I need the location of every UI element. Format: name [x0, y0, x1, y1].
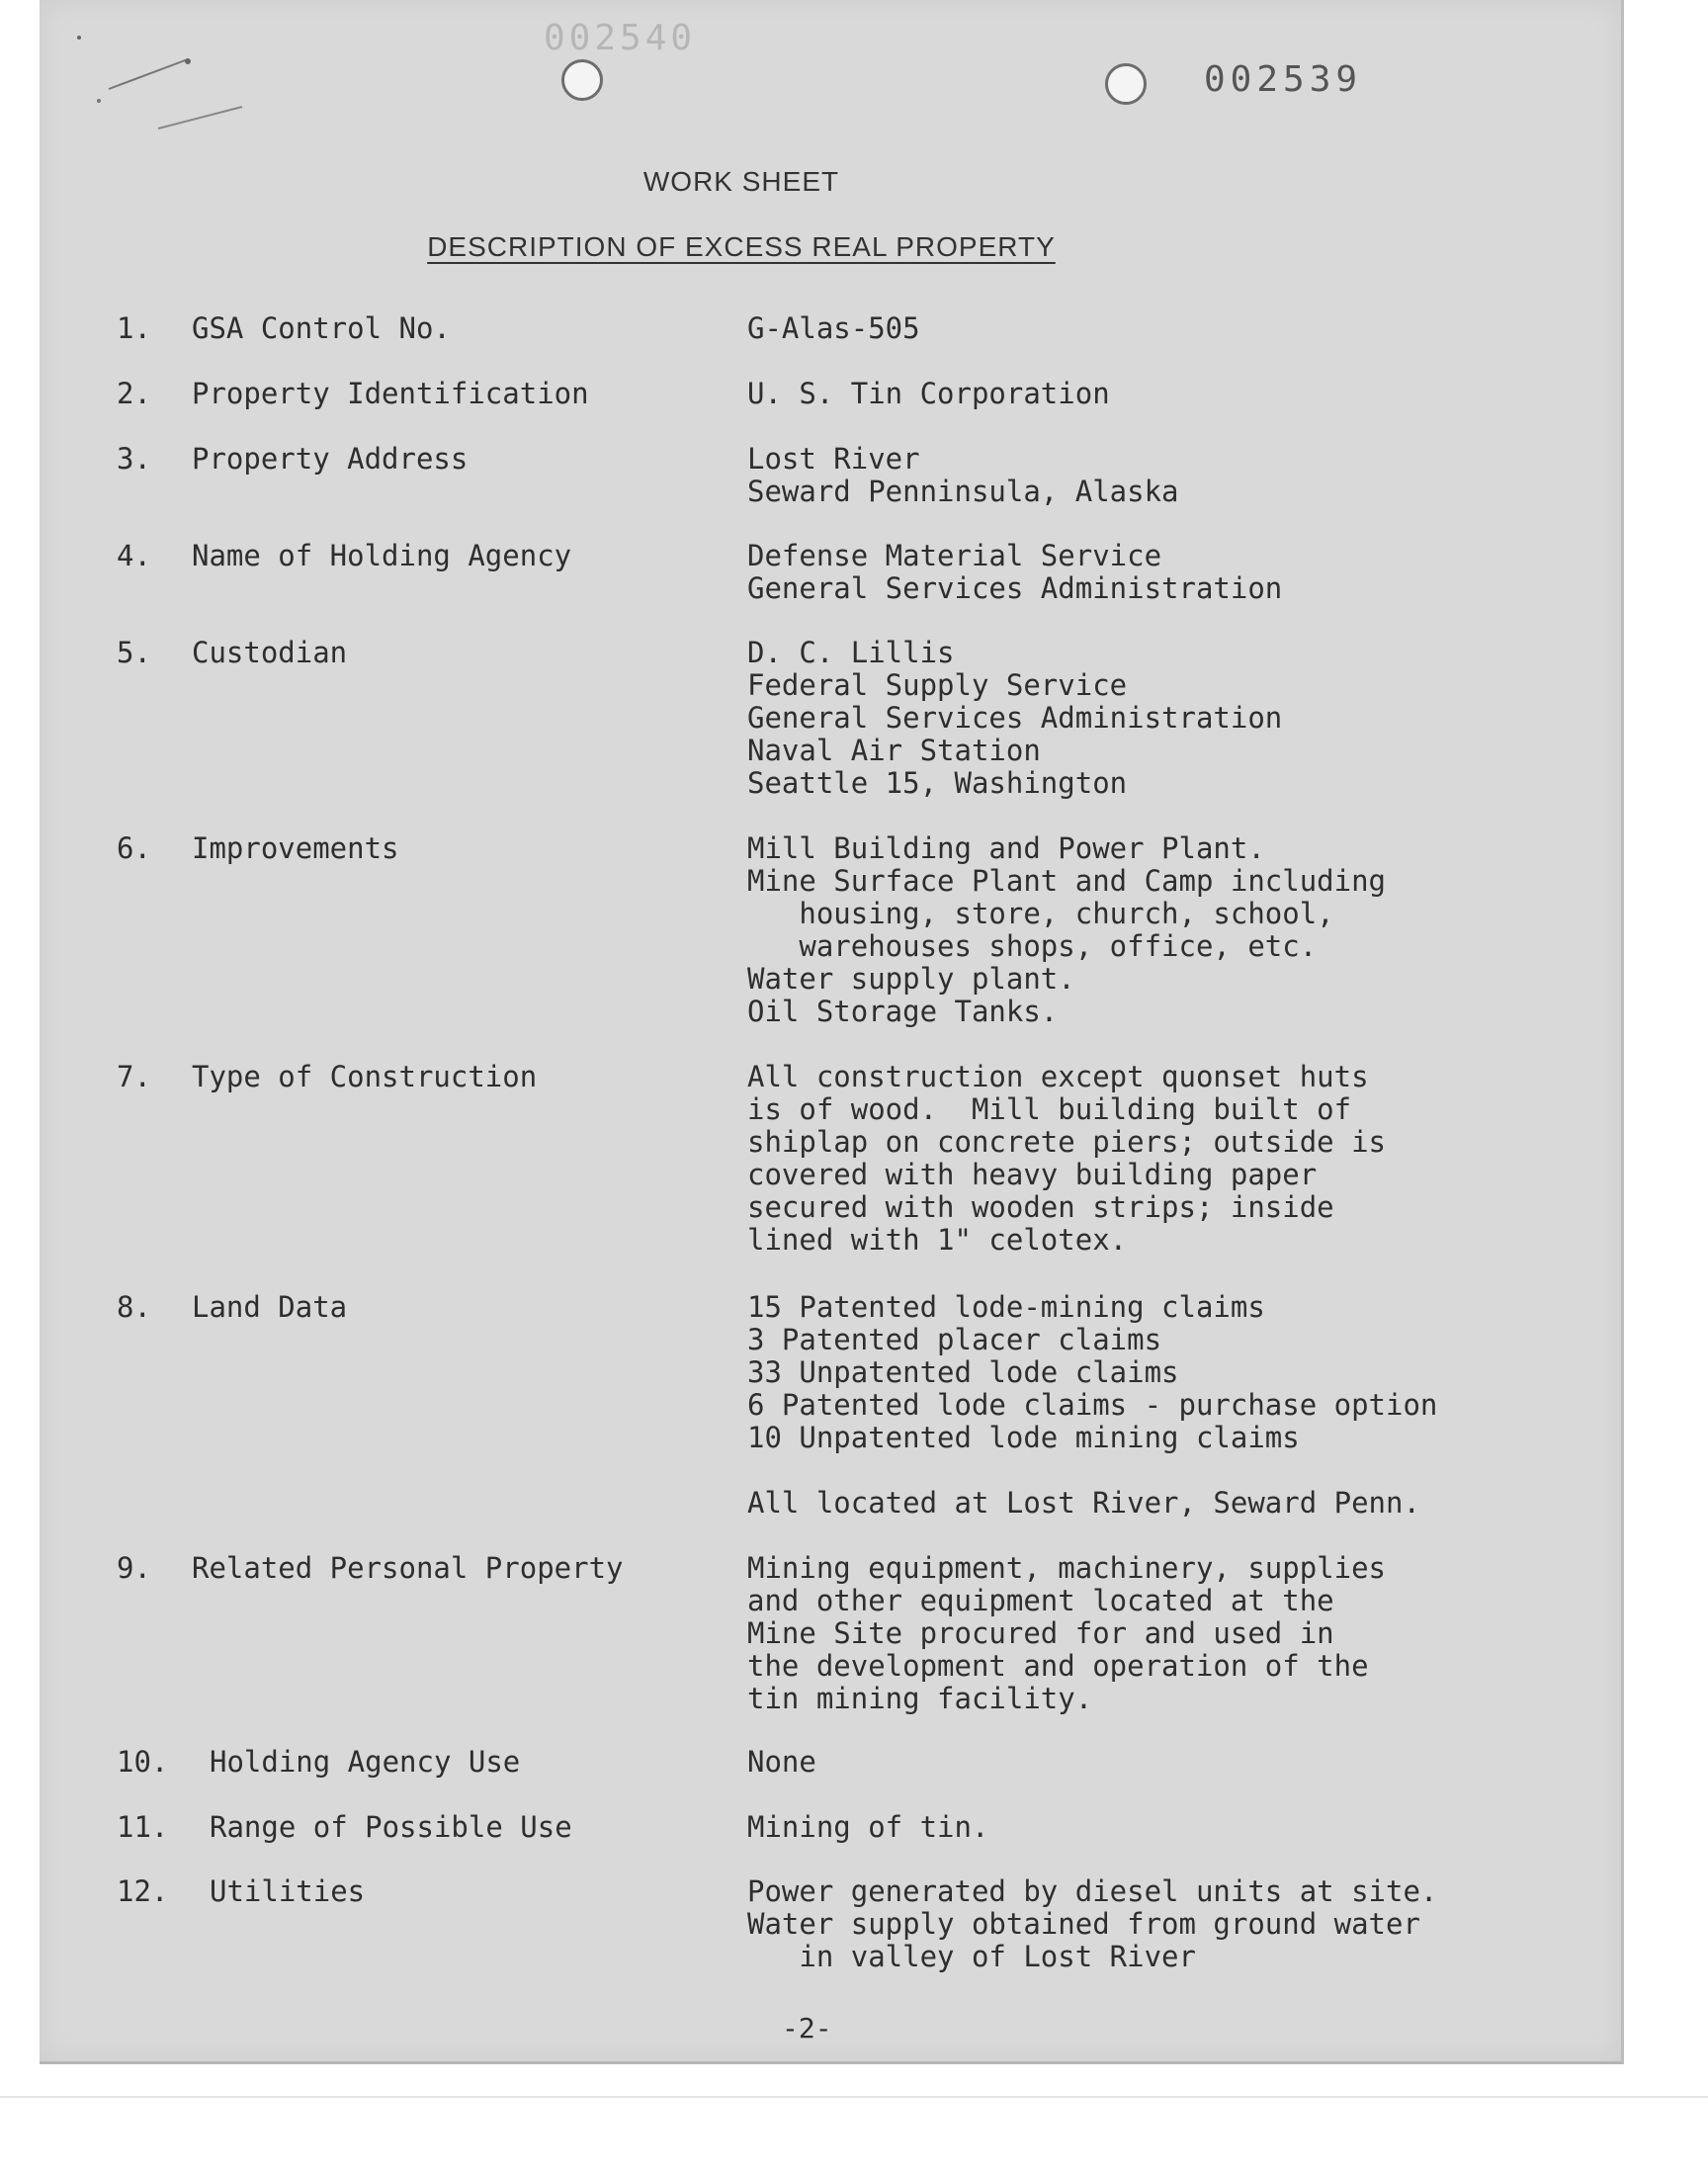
item-number: 9.: [117, 1551, 151, 1585]
item-label: Property Identification: [192, 377, 589, 410]
punch-hole-right: [1105, 63, 1147, 105]
item-value: Mining of tin.: [747, 1810, 989, 1844]
item-number: 3.: [117, 442, 151, 476]
document-number: 002539: [1204, 59, 1363, 100]
item-value: Lost River Seward Penninsula, Alaska: [747, 442, 1179, 508]
item-number: 7.: [117, 1060, 151, 1093]
item-label: GSA Control No.: [192, 311, 451, 345]
item-number: 11.: [117, 1810, 169, 1844]
item-number: 6.: [117, 831, 151, 865]
item-number: 2.: [117, 377, 151, 410]
item-value: U. S. Tin Corporation: [747, 377, 1110, 410]
item-value: Power generated by diesel units at site. Water supply obtained from ground water in valley of Lost River: [747, 1874, 1438, 1973]
item-value: D. C. Lillis Federal Supply Service General Services Administration Naval Air Station Seattle 15, Washington: [747, 636, 1283, 800]
page-number: -2-: [782, 2012, 832, 2044]
item-number: 4.: [117, 539, 151, 572]
item-number: 5.: [117, 636, 151, 669]
scan-edge-line: [0, 2096, 1708, 2098]
item-label: Land Data: [192, 1290, 348, 1324]
punch-hole-left: [561, 59, 603, 101]
item-label: Property Address: [192, 442, 469, 476]
item-value: None: [747, 1745, 816, 1779]
item-number: 12.: [117, 1874, 169, 1908]
page-subtitle: DESCRIPTION OF EXCESS REAL PROPERTY: [427, 231, 1056, 262]
item-label: Custodian: [192, 636, 348, 669]
item-value: All construction except quonset huts is of wood. Mill building built of shiplap on concrete piers; outside is covered with heavy building paper secured with wooden strips; inside lined with 1" celotex.: [747, 1060, 1387, 1257]
item-label: Related Personal Property: [192, 1551, 624, 1585]
item-value: Mining equipment, machinery, supplies and other equipment located at the Mine Site procured for and used in the development and operation of the tin mining facility.: [747, 1551, 1387, 1715]
ghost-document-number: 002540: [544, 18, 697, 58]
item-number: 1.: [117, 311, 151, 345]
item-value: Mill Building and Power Plant. Mine Surface Plant and Camp including housing, store, church, school, warehouses shops, office, etc. Water supply plant. Oil Storage Tanks.: [747, 831, 1387, 1028]
item-label: Name of Holding Agency: [192, 539, 572, 572]
item-number: 10.: [117, 1745, 169, 1779]
item-value: Defense Material Service General Services Administration: [747, 539, 1283, 605]
item-label: Utilities: [210, 1874, 366, 1908]
item-label: Holding Agency Use: [210, 1745, 521, 1779]
item-number: 8.: [117, 1290, 151, 1324]
document-sheet: [40, 0, 1624, 2064]
item-label: Improvements: [192, 831, 399, 865]
item-value: 15 Patented lode-mining claims 3 Patented placer claims 33 Unpatented lode claims 6 Patented lode claims - purchase option 10 Unpatented lode mining claims All located at Lost River, Seward Penn.: [747, 1290, 1438, 1520]
pencil-marks: [69, 30, 247, 148]
item-label: Type of Construction: [192, 1060, 538, 1093]
item-label: Range of Possible Use: [210, 1810, 572, 1844]
page-title: WORK SHEET: [642, 166, 840, 197]
item-value: G-Alas-505: [747, 311, 920, 345]
